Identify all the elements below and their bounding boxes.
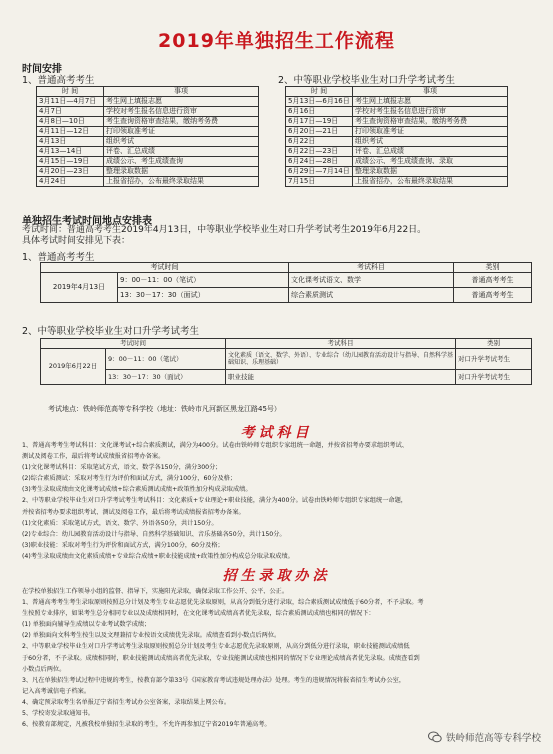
exam-date: 2019年6月22日 <box>41 349 106 385</box>
schedule-date: 6月22日 <box>286 137 353 147</box>
text-line: 3、凡在单独招生考试过程中违规的考生，按教育部令第33号《国家教育考试违规处理办法》处理。考生的违规情况将报省招生考试办公室， <box>22 676 406 684</box>
text-line: 2、中等职业学校毕业生对口升学考试考生考试科目：文化素质+专业理论+职业技能，满分为400分。试卷由铁岭师专组织专家组统一命题， <box>22 497 407 505</box>
schedule-item: 学校对考生报名信息进行资审 <box>353 107 508 117</box>
schedule-item: 整理录取数据 <box>104 167 259 177</box>
table-row <box>37 137 259 147</box>
col-header: 考试时间 <box>41 263 289 273</box>
schedule-date: 4月11日—12日 <box>37 127 104 137</box>
general-exam-label: 1、普通高考考生 <box>22 252 95 263</box>
text-line: 测试及阅卷工作，最后将考试成绩报省招考办备案。 <box>22 453 165 461</box>
text-line: (3)考生录取成绩由文化课考试成绩+综合素质测试成绩+政策性加分构成录取成绩。 <box>22 486 252 494</box>
exam-time: 9：00－11：00（笔试） <box>118 273 289 288</box>
schedule-item: 评卷、汇总成绩 <box>353 147 508 157</box>
schedule-date: 7月15日 <box>286 177 353 187</box>
schedule-date: 6月17日—19日 <box>286 117 353 127</box>
exam-category: 普通高考考生 <box>453 288 531 303</box>
table-row <box>286 117 508 127</box>
page-title: 2019年单独招生工作流程 <box>158 30 395 52</box>
schedule-item: 组织考试 <box>353 137 508 147</box>
table-row <box>286 127 508 137</box>
subjects-title: 考试科目 <box>240 425 313 441</box>
exam-category: 对口升学考试考生 <box>456 349 532 370</box>
exam-arrangement-heading: 单独招生考试时间地点安排表 <box>22 216 152 227</box>
exam-time: 13：30－17：30（面试） <box>106 370 226 385</box>
text-line: (1)文化课考试科目：采取笔试方式，语文、数学各150分，满分300分； <box>22 464 222 472</box>
table-row <box>37 147 259 157</box>
schedule-item: 成绩公示、考生成绩查询 <box>104 157 259 167</box>
schedule-date: 6月22日—23日 <box>286 147 353 157</box>
schedule-date: 3月11日—4月7日 <box>37 97 104 107</box>
schedule-item: 考生查询资格审查结果，缴纳考务费 <box>104 117 259 127</box>
schedule-item: 打印领取准考证 <box>353 127 508 137</box>
table-row <box>37 167 259 177</box>
table-row <box>37 127 259 137</box>
table-row <box>37 117 259 127</box>
schedule-item: 组织考试 <box>104 137 259 147</box>
subjects-body <box>22 440 532 562</box>
text-line: 并按省招考办要求组织考试、测试及阅卷工作，最后将考试成绩报省招考办备案。 <box>22 508 245 516</box>
table-row <box>37 157 259 167</box>
general-schedule-table <box>36 86 259 187</box>
exam-time: 9：00－11：00（笔试） <box>106 349 226 370</box>
schedule-item: 整理录取数据 <box>353 167 508 177</box>
text-line: (4)考生录取成绩由文化素质成绩+专业综合成绩+职业技能成绩+政策性加分构成总分取录取成绩。 <box>22 552 294 560</box>
general-exam-table <box>40 262 532 303</box>
exam-category: 普通高考考生 <box>453 273 531 288</box>
table-row <box>37 97 259 107</box>
table-row <box>286 97 508 107</box>
exam-time-line: 考试时间：普通高考考生2019年4月13日，中等职业学校毕业生对口升学考试考生2019年6月22日。 <box>22 225 427 235</box>
wechat-icon <box>428 731 442 743</box>
text-line: 生按照专业排序，如果考生总分相同专业以及成绩相同时，在文化课考试成绩高者优先录取，综合素质测试成绩也相同的情况下： <box>22 610 375 618</box>
schedule-date: 4月24日 <box>37 177 104 187</box>
exam-category: 对口升学考试考生 <box>456 370 532 385</box>
table-row <box>286 137 508 147</box>
schedule-date: 6月24日—28日 <box>286 157 353 167</box>
col-header: 事项 <box>353 87 508 97</box>
schedule-date: 4月13日 <box>37 137 104 147</box>
general-schedule-label: 1、普通高考考生 <box>22 75 95 86</box>
schedule-date: 6月20日—21日 <box>286 127 353 137</box>
table-row <box>286 147 508 157</box>
schedule-date: 4月8日—10日 <box>37 117 104 127</box>
text-line: 小数点后两位。 <box>22 665 66 673</box>
schedule-item: 学校对考生报名信息进行资审 <box>104 107 259 117</box>
watermark-text: 铁岭师范高等专科学校 <box>445 733 541 744</box>
schedule-date: 4月15日—19日 <box>37 157 104 167</box>
admission-title: 招生录取办法 <box>222 568 331 584</box>
schedule-item: 评卷、汇总成绩 <box>104 147 259 157</box>
text-line: (2) 单独面向文科考生按生以及文理兼招专业按语文成绩优先录取。成绩查看到小数点后两位。 <box>22 632 281 640</box>
table-row <box>286 167 508 177</box>
text-line: 1、普通高考考生考生录取原则按照总分计划及考生专业志愿优先录取原则，从高分到低分进行录取，综合素质测试成绩低于60分者，不予录取。考 <box>22 599 424 607</box>
exam-subject: 文化课考试语文、数学 <box>288 273 453 288</box>
vocational-schedule-table <box>285 86 508 187</box>
vocational-schedule-label: 2、中等职业学校毕业生对口升学考试考生 <box>278 75 456 86</box>
table-row <box>37 177 259 187</box>
schedule-date: 5月13日—6月16日 <box>286 97 353 107</box>
col-header: 考试科目 <box>288 263 453 273</box>
text-line: (3)职业技能：采取对考生行为评价和面试方式，满分100分，60分及格； <box>22 541 224 549</box>
vocational-exam-table <box>40 338 532 385</box>
schedule-date: 6月29日—7月14日 <box>286 167 353 177</box>
col-header: 类别 <box>456 339 532 349</box>
col-header: 考试时间 <box>41 339 226 349</box>
text-line: (2)综合素质测试：采取对考生行为评价和面试方式，满分100分，60分及格； <box>22 475 237 483</box>
table-row <box>286 157 508 167</box>
watermark <box>428 730 541 744</box>
schedule-item: 上报省招办，公布最终录取结果 <box>104 177 259 187</box>
schedule-item: 上报省招办，公布最终录取结果 <box>353 177 508 187</box>
schedule-item: 成绩公示、考生成绩查询、录取 <box>353 157 508 167</box>
schedule-date: 4月13—14日 <box>37 147 104 157</box>
exam-location: 考试地点：铁岭师范高等专科学校（地址：铁岭市凡河新区黑龙江路45号） <box>48 405 281 413</box>
table-row <box>286 177 508 187</box>
exam-detail-line: 具体考试时间安排见下表： <box>22 236 131 246</box>
exam-time: 13：30－17：30（面试） <box>118 288 289 303</box>
table-row <box>286 107 508 117</box>
text-line: 6、按教育部规定，凡被我校单独招生录取的考生，不允许再参加辽宁省2019年普通高考。 <box>22 721 271 729</box>
schedule-item: 考生网上填报志愿 <box>104 97 259 107</box>
exam-date: 2019年4月13日 <box>41 273 118 303</box>
schedule-date: 4月7日 <box>37 107 104 117</box>
vocational-exam-label: 2、中等职业学校毕业生对口升学考试考生 <box>22 326 200 337</box>
text-line: 在学校单独招生工作领导小组的监督、指导下，实施阳光录取，确保录取工作公开、公平、公正。 <box>22 588 289 595</box>
text-line: 记入高考诚信电子档案。 <box>22 687 91 695</box>
schedule-item: 打印领取准考证 <box>104 127 259 137</box>
text-line: 于60分者，不予录取。成绩相同时，职业技能测试成绩高者优先录取，专业技能测试成绩也相同的情况下专业理论成绩高者优先录取。成绩查看到 <box>22 654 420 662</box>
text-line: 5、学校寄发录取通知书。 <box>22 710 94 718</box>
col-header: 考试科目 <box>226 339 456 349</box>
schedule-item: 考生查询资格审查结果，缴纳考务费 <box>353 117 508 127</box>
text-line: 1、普通高考考生考试科目：文化课考试+综合素质测试，满分为400分。试卷由铁岭师专组织专家组统一命题，并按省招考办要求组织考试、 <box>22 442 408 449</box>
col-header: 类别 <box>453 263 531 273</box>
text-line: 4、确定预录取考生名单报辽宁省招生考试办公室备案，录取结果上网公布。 <box>22 698 231 706</box>
exam-subject: 文化素质（语文、数学、外语）、专业综合（幼儿园教育活动设计与指导、自然科学基础知识、乐理基础） <box>226 349 456 370</box>
text-line: (1)文化素质：采取笔试方式，语文、数学、外语各50分，共计150分。 <box>22 519 218 527</box>
schedule-date: 6月16日 <box>286 107 353 117</box>
col-header: 时 间 <box>37 87 104 97</box>
text-line: 2、中等职业学校毕业生对口升学考试考生录取原则按照总分计划及考生专业志愿优先录取原则，从高分到低分进行录取，职业技能测试成绩低 <box>22 643 410 651</box>
schedule-heading: 时间安排 <box>22 64 62 75</box>
col-header: 事项 <box>104 87 259 97</box>
table-row <box>37 107 259 117</box>
schedule-item: 考生网上填报志愿 <box>353 97 508 107</box>
col-header: 时 间 <box>286 87 353 97</box>
exam-subject: 综合素质测试 <box>288 288 453 303</box>
schedule-date: 4月20日—23日 <box>37 167 104 177</box>
exam-subject: 职业技能 <box>226 370 456 385</box>
admission-body <box>22 586 532 730</box>
text-line: (2)专业综合：幼儿园教育活动设计与指导、自然科学基础知识、音乐基础各50分，共计150分。 <box>22 530 286 538</box>
text-line: (1) 单独面向辅导生成绩以专业考试数学成绩； <box>22 621 151 629</box>
